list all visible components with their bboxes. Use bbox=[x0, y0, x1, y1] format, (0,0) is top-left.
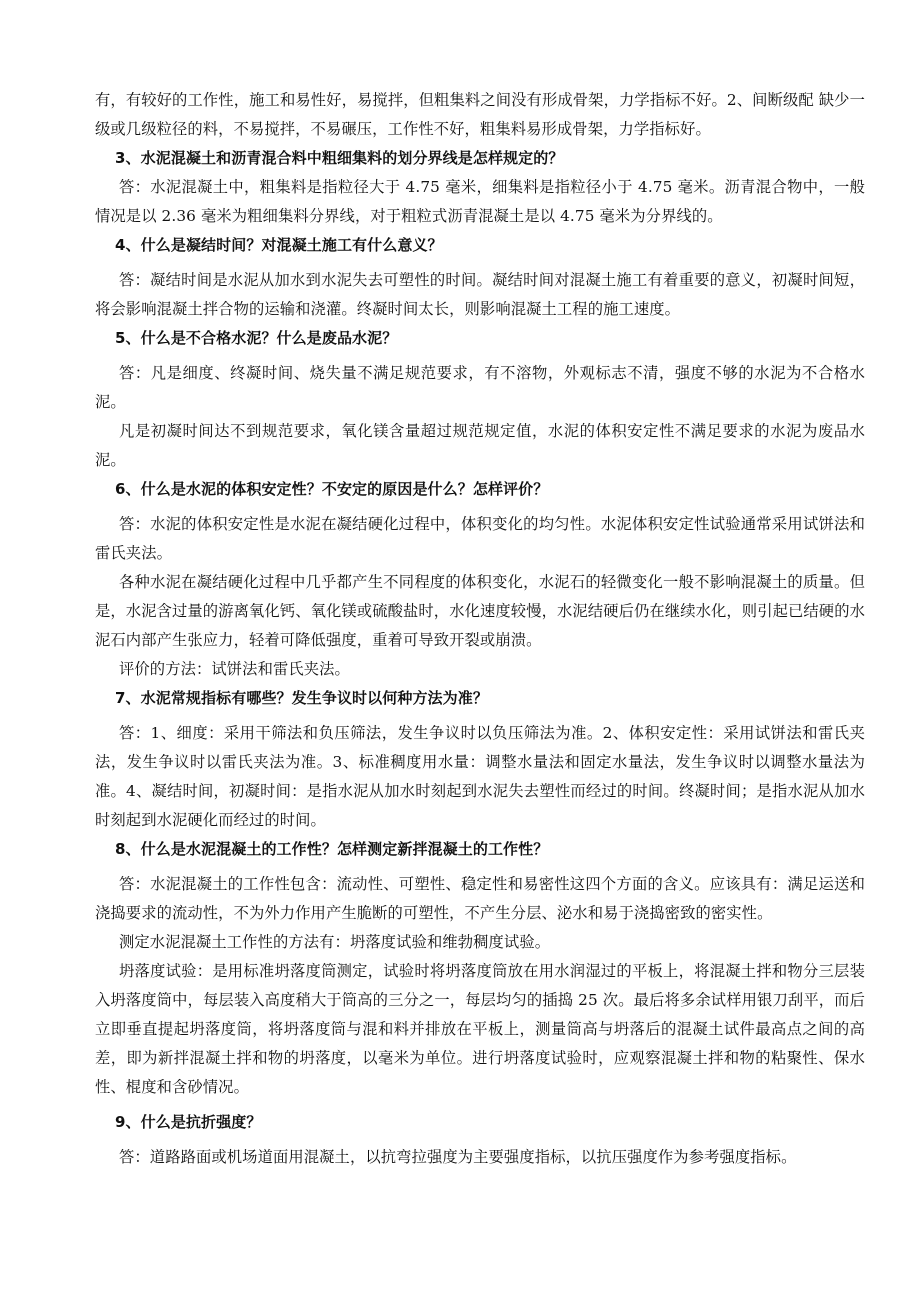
answer-paragraph: 评价的方法：试饼法和雷氏夹法。 bbox=[119, 660, 350, 678]
answer-paragraph: 答：凡是细度、终凝时间、烧失量不满足规范要求，有不溶物，外观标志不清，强度不够的水泥为不合格水泥。 bbox=[95, 364, 865, 411]
answer-paragraph: 答：水泥混凝土中，粗集料是指粒径大于 4.75 毫米，细集料是指粒径小于 4.75 毫米。沥青混合物中，一般情况是以 2.36 毫米为粗细集料分界线，对于粗粒式沥青混凝土是以 4.75 毫米为分界线的。 bbox=[95, 178, 865, 225]
answer-paragraph: 答：1、细度：采用干筛法和负压筛法，发生争议时以负压筛法为准。2、体积安定性：采用试饼法和雷氏夹法，发生争议时以雷氏夹法为准。3、标准稠度用水量：调整水量法和固定水量法，发生争议时以调整水量法为准。4、凝结时间，初凝时间：是指水泥从加水时刻起到水泥失去塑性而经过的时间。终凝时间；是指水泥从加水时刻起到水泥硬化而经过的时间。 bbox=[95, 724, 865, 829]
answer-paragraph: 答：道路路面或机场道面用混凝土，以抗弯拉强度为主要强度指标，以抗压强度作为参考强度指标。 bbox=[119, 1148, 797, 1166]
question-heading: 8、什么是水泥混凝土的工作性？怎样测定新拌混凝土的工作性？ bbox=[115, 840, 549, 858]
answer-paragraph: 答：水泥的体积安定性是水泥在凝结硬化过程中，体积变化的均匀性。水泥体积安定性试验通常采用试饼法和雷氏夹法。 bbox=[95, 515, 865, 562]
question-heading: 7、水泥常规指标有哪些？发生争议时以何种方法为准？ bbox=[115, 689, 488, 707]
answer-paragraph: 有，有较好的工作性，施工和易性好，易搅拌，但粗集料之间没有形成骨架，力学指标不好。2、间断级配 缺少一级或几级粒径的料，不易搅拌，不易碾压，工作性不好，粗集料易形成骨架，力学指标好。 bbox=[95, 91, 865, 138]
question-heading: 9、什么是抗折强度？ bbox=[115, 1113, 262, 1131]
answer-paragraph: 凡是初凝时间达不到规范要求，氧化镁含量超过规范规定值，水泥的体积安定性不满足要求的水泥为废品水泥。 bbox=[95, 422, 865, 469]
answer-paragraph: 答：凝结时间是水泥从加水到水泥失去可塑性的时间。凝结时间对混凝土施工有着重要的意义，初凝时间短，将会影响混凝土拌合物的运输和浇灌。终凝时间太长，则影响混凝土工程的施工速度。 bbox=[95, 271, 865, 318]
question-heading: 3、水泥混凝土和沥青混合料中粗细集料的划分界线是怎样规定的？ bbox=[115, 149, 564, 167]
answer-paragraph: 测定水泥混凝土工作性的方法有：坍落度试验和维勃稠度试验。 bbox=[119, 933, 551, 951]
answer-paragraph: 答：水泥混凝土的工作性包含：流动性、可塑性、稳定性和易密性这四个方面的含义。应该具有：满足运送和浇捣要求的流动性，不为外力作用产生脆断的可塑性，不产生分层、泌水和易于浇捣密致的密实性。 bbox=[95, 875, 865, 922]
question-heading: 5、什么是不合格水泥？什么是废品水泥？ bbox=[115, 329, 398, 347]
question-heading: 6、什么是水泥的体积安定性？不安定的原因是什么？怎样评价？ bbox=[115, 480, 549, 498]
answer-paragraph: 各种水泥在凝结硬化过程中几乎都产生不同程度的体积变化，水泥石的轻微变化一般不影响混凝土的质量。但是，水泥含过量的游离氧化钙、氧化镁或硫酸盐时，水化速度较慢，水泥结硬后仍在继续水化，则引起已结硬的水泥石内部产生张应力，轻着可降低强度，重着可导致开裂或崩溃。 bbox=[95, 573, 865, 649]
document-body bbox=[95, 86, 865, 1172]
answer-paragraph: 坍落度试验：是用标准坍落度筒测定，试验时将坍落度筒放在用水润湿过的平板上，将混凝土拌和物分三层装入坍落度筒中，每层装入高度稍大于筒高的三分之一，每层均匀的插捣 25 次。最后将多余试样用银刀刮平，而后立即垂直提起坍落度筒，将坍落度筒与混和料并排放在平板上，测量筒高与坍落后的混凝土试件最高点之间的高差，即为新拌混凝土拌和物的坍落度，以毫米为单位。进行坍落度试验时，应观察混凝土拌和物的粘聚性、保水性、棍度和含砂情况。 bbox=[95, 962, 865, 1096]
question-heading: 4、什么是凝结时间？对混凝土施工有什么意义？ bbox=[115, 236, 443, 254]
